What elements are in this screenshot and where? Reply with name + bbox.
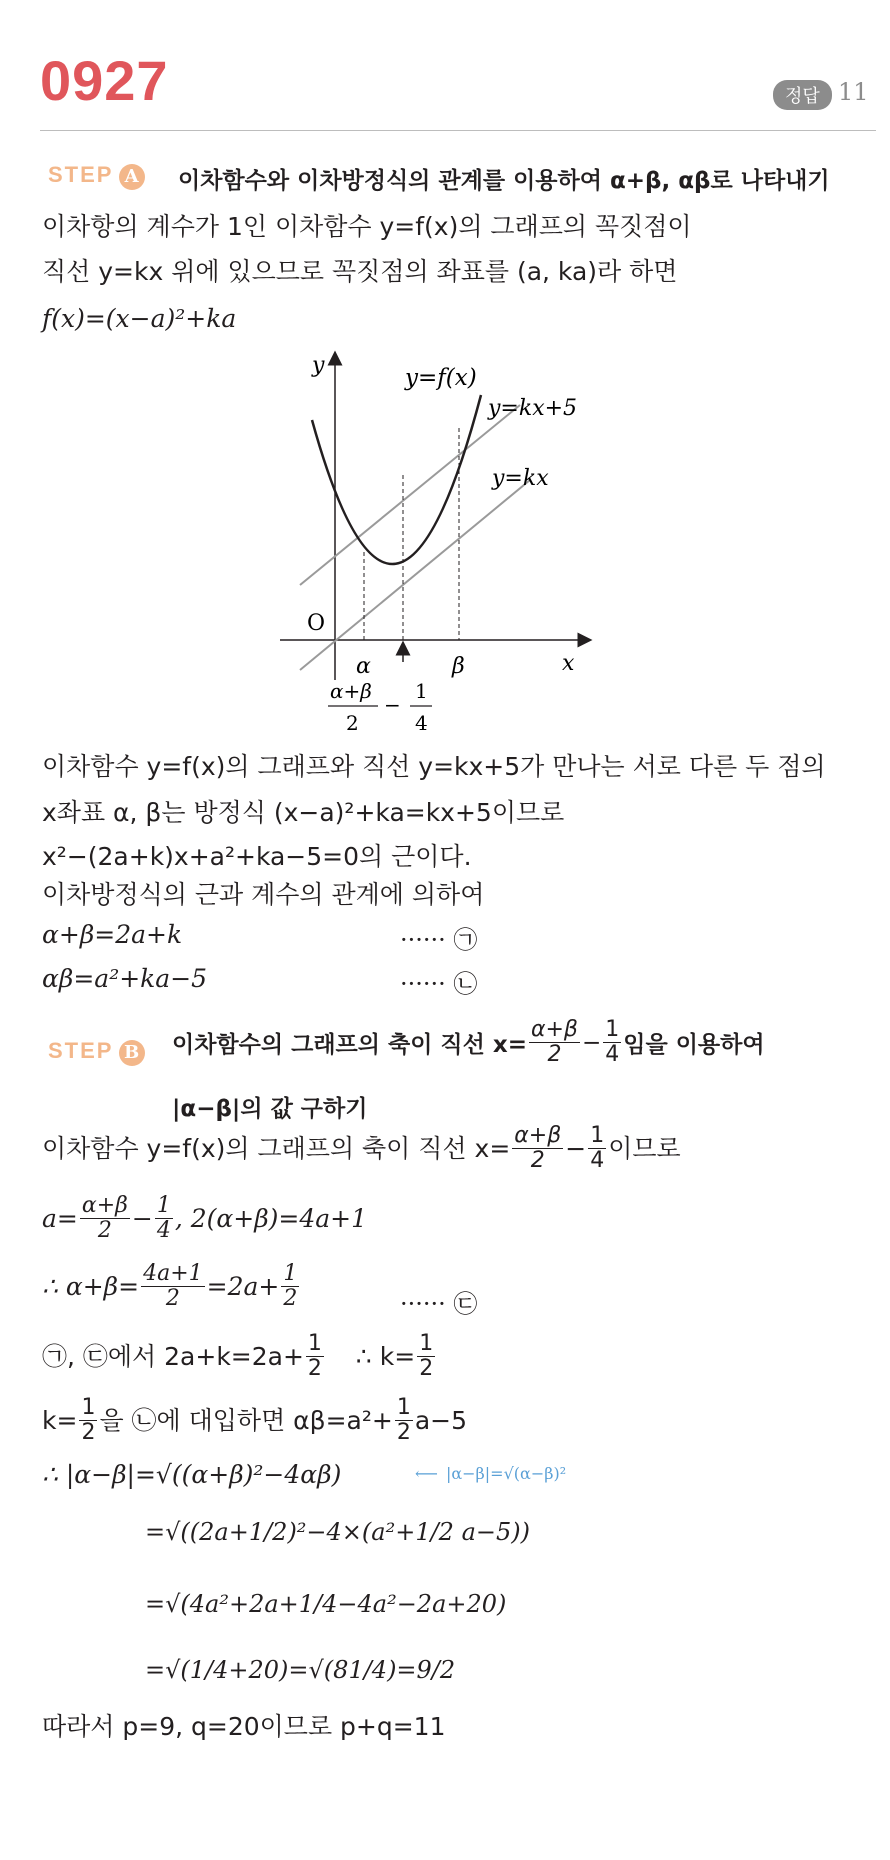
line1-label: y=kx+5 — [488, 396, 578, 421]
final-answer: 따라서 p=9, q=20이므로 p+q=11 — [42, 1712, 446, 1741]
step-b-icon: B — [119, 1040, 145, 1066]
body1-line-4: 이차방정식의 근과 계수의 관계에 의하여 — [42, 880, 485, 909]
step-a-icon: A — [119, 164, 145, 190]
answer-badge: 정답 — [773, 80, 832, 110]
body2-line-8: =√(4a²+2a+1/4−4a²−2a+20) — [145, 1590, 507, 1618]
axis-frac2-den: 4 — [415, 711, 428, 735]
axis-frac-den: 2 — [346, 711, 359, 735]
body2-line-1: 이차함수 y=f(x)의 그래프의 축이 직선 x= $\frac{\alpha+\beta}{2}$ − $\frac{1}{4}$ 이므로 — [42, 1123, 681, 1174]
body1-line-2: x좌표 α, β는 방정식 (x−a)²+ka=kx+5이므로 — [42, 798, 565, 827]
eq3-right: ······ ㉢ — [400, 1290, 478, 1318]
axis-frac-num: α+β — [330, 679, 372, 703]
step-a-label: STEP A — [48, 162, 145, 190]
line2-label: y=kx — [492, 466, 549, 491]
problem-number: 0927 — [40, 49, 169, 112]
y-axis-label: y — [312, 353, 325, 378]
step-b-title-2: |α−β|의 값 구하기 — [172, 1096, 368, 1122]
beta-label: β — [452, 654, 465, 679]
eq1-right: ······ ㉠ — [400, 926, 478, 954]
step-b-title: 이차함수의 그래프의 축이 직선 x= $\frac{\alpha+\beta}{2}$ − $\frac{1}{4}$ 임을 이용하여 — [172, 1017, 765, 1068]
header-divider — [40, 130, 876, 131]
hint-note: ⟵ |α−β|=√(α−β)² — [415, 1464, 567, 1483]
origin-label: O — [307, 611, 326, 636]
curve-label: y=f(x) — [405, 365, 477, 391]
step-a-title: 이차함수와 이차방정식의 관계를 이용하여 α+β, αβ로 나타내기 — [178, 168, 830, 194]
eq2-right: ······ ㉡ — [400, 970, 478, 998]
body2-line-6: ∴ |α−β|=√((α+β)²−4αβ) — [42, 1460, 342, 1489]
body2-line-4: ㉠, ㉢에서 2a+k=2a+ $\frac{1}{2}$ ∴ k= $\frac{1}{2}$ — [42, 1331, 434, 1382]
step-a-line-1: 이차항의 계수가 1인 이차함수 y=f(x)의 그래프의 꼭짓점이 — [42, 212, 692, 241]
step-a-line-3: f(x)=(x−a)²+ka — [42, 304, 237, 333]
x-axis-label: x — [562, 651, 575, 676]
parabola-curve — [312, 395, 481, 564]
body2-line-3: ∴ α+β= $\frac{4a+1}{2}$ =2a+ $\frac{1}{2}$ — [42, 1261, 298, 1312]
page-number: 11 — [838, 78, 869, 106]
body1-line-1: 이차함수 y=f(x)의 그래프와 직선 y=kx+5가 만나는 서로 다른 두 점의 — [42, 752, 826, 781]
parabola-graph — [270, 350, 650, 740]
body2-line-7: =√((2a+1/2)²−4×(a²+1/2 a−5)) — [145, 1518, 530, 1546]
axis-minus: − — [384, 693, 401, 717]
axis-frac2-num: 1 — [415, 679, 428, 703]
body1-line-3: x²−(2a+k)x+a²+ka−5=0의 근이다. — [42, 842, 472, 871]
body2-line-9: =√(1/4+20)=√(81/4)=9/2 — [145, 1656, 456, 1684]
body2-line-2: a= $\frac{\alpha+\beta}{2}$ − $\frac{1}{4}$ , 2(α+β)=4a+1 — [42, 1193, 368, 1244]
step-b-label: STEP B — [48, 1038, 145, 1066]
eq1-left: α+β=2a+k — [42, 920, 183, 949]
eq2-left: αβ=a²+ka−5 — [42, 964, 208, 993]
hint-arrow-icon: ⟵ — [415, 1464, 438, 1483]
body2-line-5: k= $\frac{1}{2}$ 을 ㉡에 대입하면 αβ=a²+ $\frac{1}{2}$ a−5 — [42, 1395, 468, 1446]
alpha-label: α — [356, 654, 371, 679]
step-a-line-2: 직선 y=kx 위에 있으므로 꼭짓점의 좌표를 (a, ka)라 하면 — [42, 257, 678, 286]
